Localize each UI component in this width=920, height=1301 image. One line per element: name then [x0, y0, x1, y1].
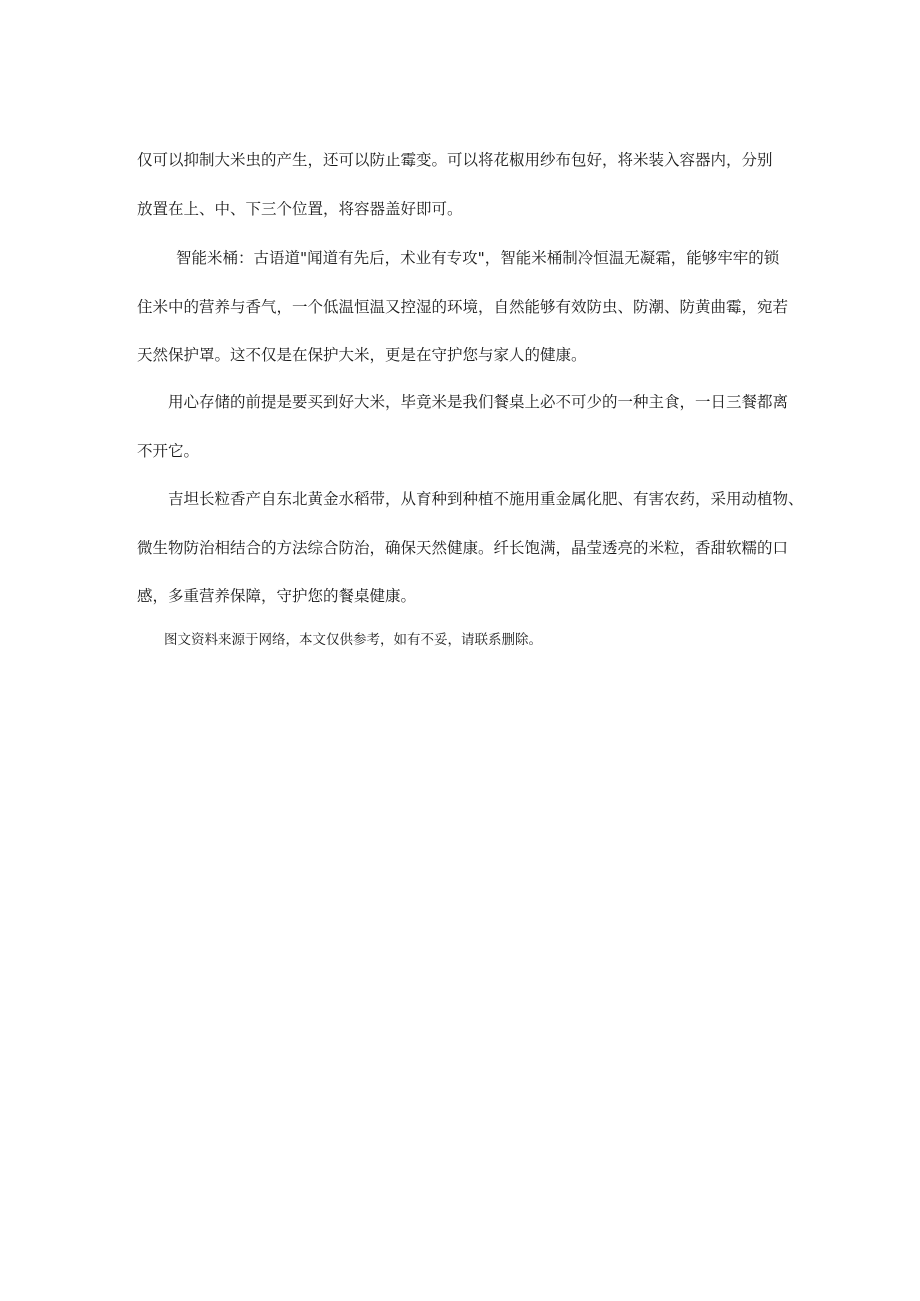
footnote-disclaimer: 图文资料来源于网络，本文仅供参考，如有不妥，请联系删除。	[164, 632, 542, 648]
text-line: 放置在上、中、下三个位置，将容器盖好即可。	[137, 200, 463, 218]
text-line: 仅可以抑制大米虫的产生，还可以防止霉变。可以将花椒用纱布包好，将米装入容器内，分别	[137, 151, 773, 169]
text-line: 不开它。	[137, 442, 200, 460]
text-line: 智能米桶：古语道"闻道有先后，术业有专攻"，智能米桶制冷恒温无凝霜，能够牢牢的锁	[176, 249, 780, 267]
text-line: 住米中的营养与香气，一个低温恒温又控湿的环境，自然能够有效防虫、防潮、防黄曲霉，宛若	[137, 298, 789, 316]
text-line: 吉坦长粒香产自东北黄金水稻带，从育种到种植不施用重金属化肥、有害农药，采用动植物、	[168, 490, 804, 508]
text-line: 感，多重营养保障，守护您的餐桌健康。	[137, 587, 417, 605]
text-line: 用心存储的前提是要买到好大米，毕竟米是我们餐桌上必不可少的一种主食，一日三餐都离	[168, 393, 789, 411]
text-line: 天然保护罩。这不仅是在保护大米，更是在守护您与家人的健康。	[137, 346, 587, 364]
text-line: 微生物防治相结合的方法综合防治，确保天然健康。纤长饱满，晶莹透亮的米粒，香甜软糯的口	[137, 539, 789, 557]
